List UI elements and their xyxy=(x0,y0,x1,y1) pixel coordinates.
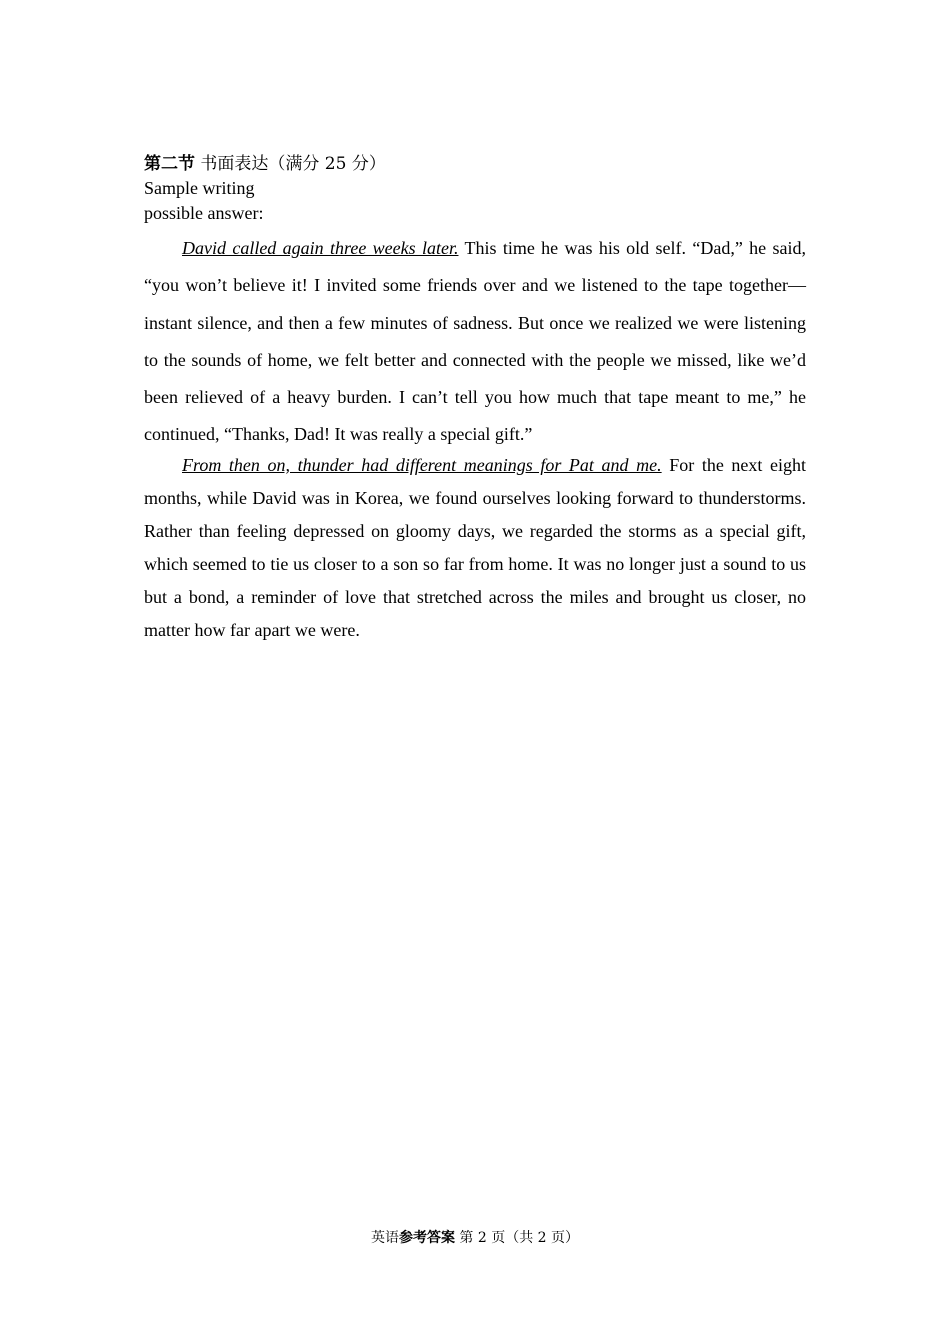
page-footer xyxy=(0,1228,950,1248)
footer-doc-type: 参考答案 xyxy=(398,1230,455,1246)
section-heading xyxy=(144,150,806,176)
paragraph-1-body: This time he was his old self. “Dad,” he said, “you won’t believe it! I invited some friends over and we listened to the tape together—instant silence, and then a few minutes of sadness. But once we realized we were listening to the sounds of home, we felt better and connected with the people we missed, like we’d been relieved of a heavy burden. I can’t tell you how much that tape meant to me,” he continued, “Thanks, Dad! It was really a special gift.” xyxy=(144,238,806,445)
footer-page-number: 第 2 页（共 2 页） xyxy=(454,1230,580,1246)
section-number: 第二节 xyxy=(144,154,195,174)
answer-paragraph-1 xyxy=(144,230,806,454)
section-title: 书面表达（满分 25 分） xyxy=(195,154,386,174)
paragraph-2-lead-sentence: From then on, thunder had different meanings for Pat and me. xyxy=(182,454,662,475)
footer-subject: 英语 xyxy=(370,1230,399,1246)
possible-answer-label: possible answer: xyxy=(144,203,264,223)
sample-writing-label: Sample writing xyxy=(144,178,255,198)
answer-paragraph-2 xyxy=(144,449,806,647)
paragraph-1-lead-sentence: David called again three weeks later. xyxy=(182,238,459,258)
paragraph-2-body: For the next eight months, while David was in Korea, we found ourselves looking forward to thunderstorms. Rather than feeling depressed on gloomy days, we regarded the storms as a special gift, which seemed to tie us closer to a son so far from home. It was no longer just a sound to us but a bond, a reminder of love that stretched across the miles and brought us closer, no matter how far apart we were. xyxy=(144,454,806,640)
answer-content xyxy=(144,150,806,647)
